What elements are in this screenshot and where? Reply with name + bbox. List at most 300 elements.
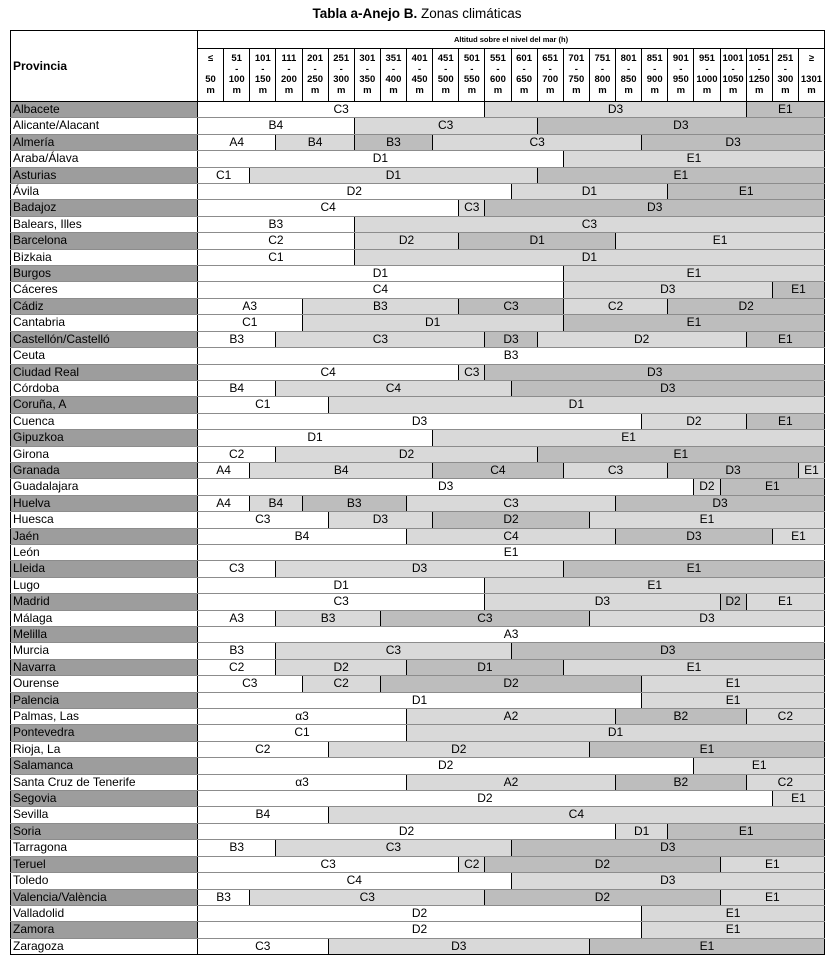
- zone-cell: D3: [485, 331, 537, 347]
- province-name: Palmas, Las: [11, 709, 198, 725]
- zone-cell: α3: [198, 774, 407, 790]
- zone-cell: D3: [616, 528, 773, 544]
- table-row: [11, 282, 825, 298]
- range-bot: 700: [542, 74, 559, 85]
- zone-cell: E1: [746, 102, 824, 118]
- range-unit: m: [493, 84, 503, 96]
- table-header: [11, 31, 825, 102]
- province-name: Badajoz: [11, 200, 198, 216]
- range-top: ≤: [207, 53, 214, 64]
- range-bot: 750: [568, 74, 585, 85]
- table-row: [11, 528, 825, 544]
- zone-cell: C1: [198, 167, 250, 183]
- zone-cell: C2: [198, 233, 355, 249]
- header-range: [407, 49, 433, 102]
- zone-cell: C3: [276, 331, 485, 347]
- zone-cell: E1: [589, 938, 824, 954]
- table-row: [11, 905, 825, 921]
- table-row: [11, 659, 825, 675]
- province-name: Cáceres: [11, 282, 198, 298]
- zone-cell: E1: [642, 922, 825, 938]
- zone-cell: D3: [485, 200, 825, 216]
- range-mid: -: [496, 63, 500, 75]
- table-row: [11, 594, 825, 610]
- header-range: [485, 49, 511, 102]
- zone-cell: E1: [563, 315, 824, 331]
- zone-cell: D1: [198, 577, 485, 593]
- table-row: [11, 167, 825, 183]
- zone-cell: D3: [511, 840, 825, 856]
- zone-cell: D1: [198, 151, 564, 167]
- zone-cell: D3: [511, 873, 825, 889]
- zone-cell: C1: [198, 725, 407, 741]
- range-bot: 500: [437, 74, 454, 85]
- range-mid: -: [235, 63, 239, 75]
- table-row: [11, 102, 825, 118]
- province-name: Rioja, La: [11, 741, 198, 757]
- zone-cell: D3: [563, 282, 772, 298]
- zone-cell: E1: [746, 413, 824, 429]
- province-name: Palencia: [11, 692, 198, 708]
- range-unit: m: [702, 84, 712, 96]
- range-bot: 1000: [696, 74, 718, 85]
- zone-cell: E1: [537, 167, 824, 183]
- table-row: [11, 249, 825, 265]
- table-row: [11, 397, 825, 413]
- zone-cell: B4: [250, 495, 302, 511]
- table-row: [11, 446, 825, 462]
- table-body: [11, 102, 825, 955]
- zone-cell: E1: [746, 331, 824, 347]
- range-unit: m: [572, 84, 581, 96]
- province-name: Jaén: [11, 528, 198, 544]
- zone-cell: C3: [276, 840, 511, 856]
- province-name: Balears, Illes: [11, 216, 198, 232]
- range-bot: 850: [620, 74, 637, 85]
- range-bot: 200: [281, 74, 297, 85]
- range-bot: 150: [254, 74, 271, 85]
- zone-cell: C3: [198, 594, 485, 610]
- province-name: Ávila: [11, 184, 198, 200]
- zone-cell: A3: [198, 610, 276, 626]
- province-name: Ceuta: [11, 348, 198, 364]
- province-name: Granada: [11, 462, 198, 478]
- province-name: Gipuzkoa: [11, 430, 198, 446]
- page-title: [0, 0, 834, 28]
- zone-cell: A4: [198, 495, 250, 511]
- range-unit: m: [232, 84, 241, 96]
- zone-cell: D3: [485, 102, 746, 118]
- range-bot: 800: [594, 74, 611, 85]
- range-unit: m: [807, 84, 816, 96]
- table-row: [11, 331, 825, 347]
- province-name: Bizkaia: [11, 249, 198, 265]
- zone-cell: B3: [302, 495, 407, 511]
- zone-cell: D1: [302, 315, 563, 331]
- province-name: Lugo: [11, 577, 198, 593]
- range-unit: m: [389, 84, 398, 96]
- header-range: [589, 49, 615, 102]
- zone-cell: A4: [198, 134, 276, 150]
- zone-cell: C3: [250, 889, 485, 905]
- table-row: [11, 430, 825, 446]
- header-range: [668, 49, 694, 102]
- range-mid: -: [287, 63, 291, 75]
- range-top: 51: [231, 53, 242, 64]
- province-name: Ourense: [11, 676, 198, 692]
- header-range: [798, 49, 824, 102]
- table-row: [11, 233, 825, 249]
- range-bot: 600: [490, 74, 506, 85]
- header-range: [354, 49, 380, 102]
- range-bot: 50: [205, 74, 216, 85]
- province-name: Córdoba: [11, 380, 198, 396]
- zone-cell: B3: [198, 216, 355, 232]
- table-row: [11, 348, 825, 364]
- zone-cell: E1: [772, 791, 824, 807]
- header-range: [250, 49, 276, 102]
- range-top: 701: [568, 53, 585, 64]
- zone-cell: B3: [198, 331, 276, 347]
- table-row: [11, 709, 825, 725]
- zone-cell: C3: [354, 118, 537, 134]
- zone-cell: C3: [354, 216, 824, 232]
- zone-cell: A3: [198, 627, 825, 643]
- range-mid: -: [731, 63, 735, 75]
- zone-cell: C3: [459, 364, 485, 380]
- range-top: 651: [542, 53, 559, 64]
- zone-cell: B4: [198, 380, 276, 396]
- zone-cell: A2: [407, 774, 616, 790]
- zone-cell: E1: [433, 430, 825, 446]
- zone-cell: C3: [198, 512, 329, 528]
- province-name: Alicante/Alacant: [11, 118, 198, 134]
- range-top: 351: [385, 53, 402, 64]
- province-name: Navarra: [11, 659, 198, 675]
- range-bot: 1301: [800, 74, 823, 85]
- table-row: [11, 151, 825, 167]
- zone-cell: C3: [433, 134, 642, 150]
- range-unit: m: [441, 84, 450, 96]
- zone-cell: D2: [433, 512, 590, 528]
- zone-cell: C3: [380, 610, 589, 626]
- zone-cell: B3: [198, 840, 276, 856]
- zone-cell: E1: [772, 528, 824, 544]
- zone-cell: E1: [798, 462, 824, 478]
- zone-cell: B4: [250, 462, 433, 478]
- range-bot: 550: [463, 74, 480, 85]
- zone-cell: E1: [563, 151, 824, 167]
- range-mid: -: [705, 63, 709, 75]
- range-mid: -: [783, 63, 787, 75]
- table-row: [11, 216, 825, 232]
- range-unit: m: [650, 84, 659, 96]
- zone-cell: A3: [198, 298, 303, 314]
- table-row: [11, 479, 825, 495]
- zone-cell: C4: [433, 462, 564, 478]
- zone-cell: C4: [198, 364, 459, 380]
- table-row: [11, 184, 825, 200]
- zone-cell: C1: [198, 315, 303, 331]
- zone-cell: E1: [720, 889, 825, 905]
- province-name: Valladolid: [11, 905, 198, 921]
- province-name: Segovia: [11, 791, 198, 807]
- range-mid: -: [470, 63, 474, 75]
- range-mid: -: [600, 63, 605, 75]
- zone-cell: B3: [302, 298, 459, 314]
- province-name: Araba/Álava: [11, 151, 198, 167]
- province-name: Albacete: [11, 102, 198, 118]
- zone-cell: D1: [616, 823, 668, 839]
- range-top: 101: [254, 53, 271, 64]
- range-mid: -: [417, 63, 422, 75]
- province-name: Murcia: [11, 643, 198, 659]
- header-provincia: Provincia: [11, 31, 198, 102]
- table-row: [11, 462, 825, 478]
- range-top: 301: [359, 53, 376, 64]
- range-bot: 650: [516, 74, 532, 85]
- range-bot: 950: [672, 74, 689, 85]
- range-top: 751: [594, 53, 611, 64]
- table-row: [11, 873, 825, 889]
- header-range: [224, 49, 250, 102]
- header-range: [198, 49, 224, 102]
- title-bold: Tabla a-Anejo B.: [312, 6, 418, 21]
- zone-cell: E1: [694, 758, 825, 774]
- zone-cell: D3: [511, 380, 825, 396]
- range-unit: m: [336, 84, 346, 96]
- zone-cell: E1: [772, 282, 824, 298]
- header-range: [459, 49, 485, 102]
- zone-cell: C2: [198, 446, 276, 462]
- province-name: Toledo: [11, 873, 198, 889]
- province-name: Lleida: [11, 561, 198, 577]
- zone-cell: C2: [198, 741, 329, 757]
- table-row: [11, 266, 825, 282]
- range-unit: m: [598, 84, 607, 96]
- zone-cell: D3: [642, 134, 825, 150]
- header-range: [302, 49, 328, 102]
- header-range: [328, 49, 354, 102]
- range-unit: m: [467, 84, 477, 96]
- zone-cell: α3: [198, 709, 407, 725]
- zone-cell: E1: [642, 676, 825, 692]
- range-top: 1051: [748, 53, 770, 64]
- zone-cell: C3: [198, 938, 329, 954]
- zone-cell: E1: [746, 594, 824, 610]
- range-mid: -: [653, 63, 657, 75]
- table-row: [11, 544, 825, 560]
- province-name: Sevilla: [11, 807, 198, 823]
- zone-cell: C3: [276, 643, 511, 659]
- zone-cell: E1: [616, 233, 825, 249]
- range-bot: 1050: [722, 74, 744, 85]
- zone-cell: D2: [198, 922, 642, 938]
- range-mid: -: [757, 63, 761, 75]
- zone-cell: E1: [642, 692, 825, 708]
- table-row: [11, 856, 825, 872]
- zone-cell: B2: [616, 774, 747, 790]
- zone-cell: D1: [511, 184, 668, 200]
- province-name: Coruña, A: [11, 397, 198, 413]
- zone-cell: D2: [276, 446, 537, 462]
- table-row: [11, 627, 825, 643]
- range-top: 111: [281, 53, 297, 64]
- zone-cell: E1: [720, 479, 825, 495]
- range-top: 951: [699, 53, 715, 64]
- range-unit: m: [728, 84, 738, 96]
- range-unit: m: [754, 84, 764, 96]
- range-unit: m: [310, 84, 320, 96]
- range-top: 901: [672, 53, 689, 64]
- table-row: [11, 413, 825, 429]
- province-name: Castellón/Castelló: [11, 331, 198, 347]
- table-row: [11, 200, 825, 216]
- province-name: Pontevedra: [11, 725, 198, 741]
- province-name: Asturias: [11, 167, 198, 183]
- zone-cell: C3: [459, 298, 564, 314]
- range-unit: m: [206, 84, 215, 96]
- province-name: Cuenca: [11, 413, 198, 429]
- table-row: [11, 643, 825, 659]
- province-name: Tarragona: [11, 840, 198, 856]
- zone-cell: D3: [198, 413, 642, 429]
- range-mid: -: [444, 63, 448, 75]
- range-mid: -: [339, 63, 343, 75]
- table-row: [11, 495, 825, 511]
- zone-cell: D3: [276, 561, 563, 577]
- zone-cell: A2: [407, 709, 616, 725]
- range-mid: -: [365, 63, 369, 75]
- zone-cell: D2: [485, 856, 720, 872]
- zone-cell: D3: [485, 364, 825, 380]
- zone-cell: E1: [589, 512, 824, 528]
- zone-cell: D2: [198, 758, 694, 774]
- province-name: Santa Cruz de Tenerife: [11, 774, 198, 790]
- range-mid: -: [522, 63, 526, 75]
- province-name: Zamora: [11, 922, 198, 938]
- range-unit: m: [415, 84, 424, 96]
- zone-cell: C3: [563, 462, 668, 478]
- zone-cell: D2: [354, 233, 459, 249]
- province-name: Guadalajara: [11, 479, 198, 495]
- zone-cell: D1: [407, 725, 825, 741]
- zone-cell: E1: [198, 544, 825, 560]
- zone-cell: B4: [198, 528, 407, 544]
- range-top: 601: [516, 53, 532, 64]
- range-top: 1001: [722, 53, 744, 64]
- zone-cell: C2: [198, 659, 276, 675]
- zone-cell: D3: [589, 610, 824, 626]
- zone-cell: C3: [407, 495, 616, 511]
- range-top: 201: [307, 53, 323, 64]
- header-range: [642, 49, 668, 102]
- zone-cell: C1: [198, 397, 329, 413]
- range-bot: 250: [307, 74, 323, 85]
- range-mid: -: [313, 63, 317, 75]
- table-row: [11, 791, 825, 807]
- range-unit: m: [781, 84, 790, 96]
- zone-cell: E1: [537, 446, 824, 462]
- climate-zones-table: [10, 30, 825, 955]
- zone-cell: E1: [563, 659, 824, 675]
- province-name: Almería: [11, 134, 198, 150]
- province-name: León: [11, 544, 198, 560]
- range-unit: m: [676, 84, 686, 96]
- zone-cell: D3: [198, 479, 694, 495]
- range-mid: -: [261, 63, 265, 75]
- zone-cell: D1: [459, 233, 616, 249]
- range-mid: -: [574, 63, 578, 75]
- zone-cell: C1: [198, 249, 355, 265]
- range-mid: -: [548, 63, 552, 75]
- range-top: 501: [463, 53, 480, 64]
- zone-cell: D3: [485, 594, 720, 610]
- header-altitud: Altitud sobre el nivel del mar (h): [198, 31, 825, 49]
- zone-cell: C3: [198, 676, 303, 692]
- table-row: [11, 741, 825, 757]
- zone-cell: E1: [563, 266, 824, 282]
- zone-cell: D2: [198, 791, 773, 807]
- zone-cell: C4: [276, 380, 511, 396]
- province-name: Burgos: [11, 266, 198, 282]
- range-mid: -: [679, 63, 683, 75]
- table-row: [11, 840, 825, 856]
- range-top: 551: [490, 53, 506, 64]
- zone-cell: A4: [198, 462, 250, 478]
- table-row: [11, 561, 825, 577]
- header-range: [746, 49, 772, 102]
- zone-cell: B3: [276, 610, 381, 626]
- zone-cell: D2: [694, 479, 720, 495]
- table-row: [11, 725, 825, 741]
- zone-cell: C4: [328, 807, 824, 823]
- range-top: 451: [437, 53, 454, 64]
- province-name: Huelva: [11, 495, 198, 511]
- zone-cell: C2: [746, 709, 824, 725]
- province-name: Zaragoza: [11, 938, 198, 954]
- table-row: [11, 807, 825, 823]
- province-name: Soria: [11, 823, 198, 839]
- header-range: [720, 49, 746, 102]
- zone-cell: C2: [302, 676, 380, 692]
- table-row: [11, 922, 825, 938]
- header-range: [380, 49, 406, 102]
- range-unit: m: [258, 84, 268, 96]
- zone-cell: C3: [198, 102, 485, 118]
- table-row: [11, 512, 825, 528]
- table-row: [11, 889, 825, 905]
- zone-cell: D1: [198, 692, 642, 708]
- zone-cell: D2: [328, 741, 589, 757]
- range-bot: 100: [228, 74, 245, 85]
- range-bot: 1250: [748, 74, 770, 85]
- zone-cell: C3: [198, 856, 459, 872]
- table-row: [11, 676, 825, 692]
- range-unit: m: [519, 84, 529, 96]
- zone-cell: B3: [198, 643, 276, 659]
- province-name: Huesca: [11, 512, 198, 528]
- province-name: Ciudad Real: [11, 364, 198, 380]
- zone-cell: D3: [616, 495, 825, 511]
- table-row: [11, 118, 825, 134]
- header-range: [537, 49, 563, 102]
- zone-cell: D2: [198, 905, 642, 921]
- table-row: [11, 823, 825, 839]
- header-range: [563, 49, 589, 102]
- header-range: [694, 49, 720, 102]
- zone-cell: D1: [198, 430, 433, 446]
